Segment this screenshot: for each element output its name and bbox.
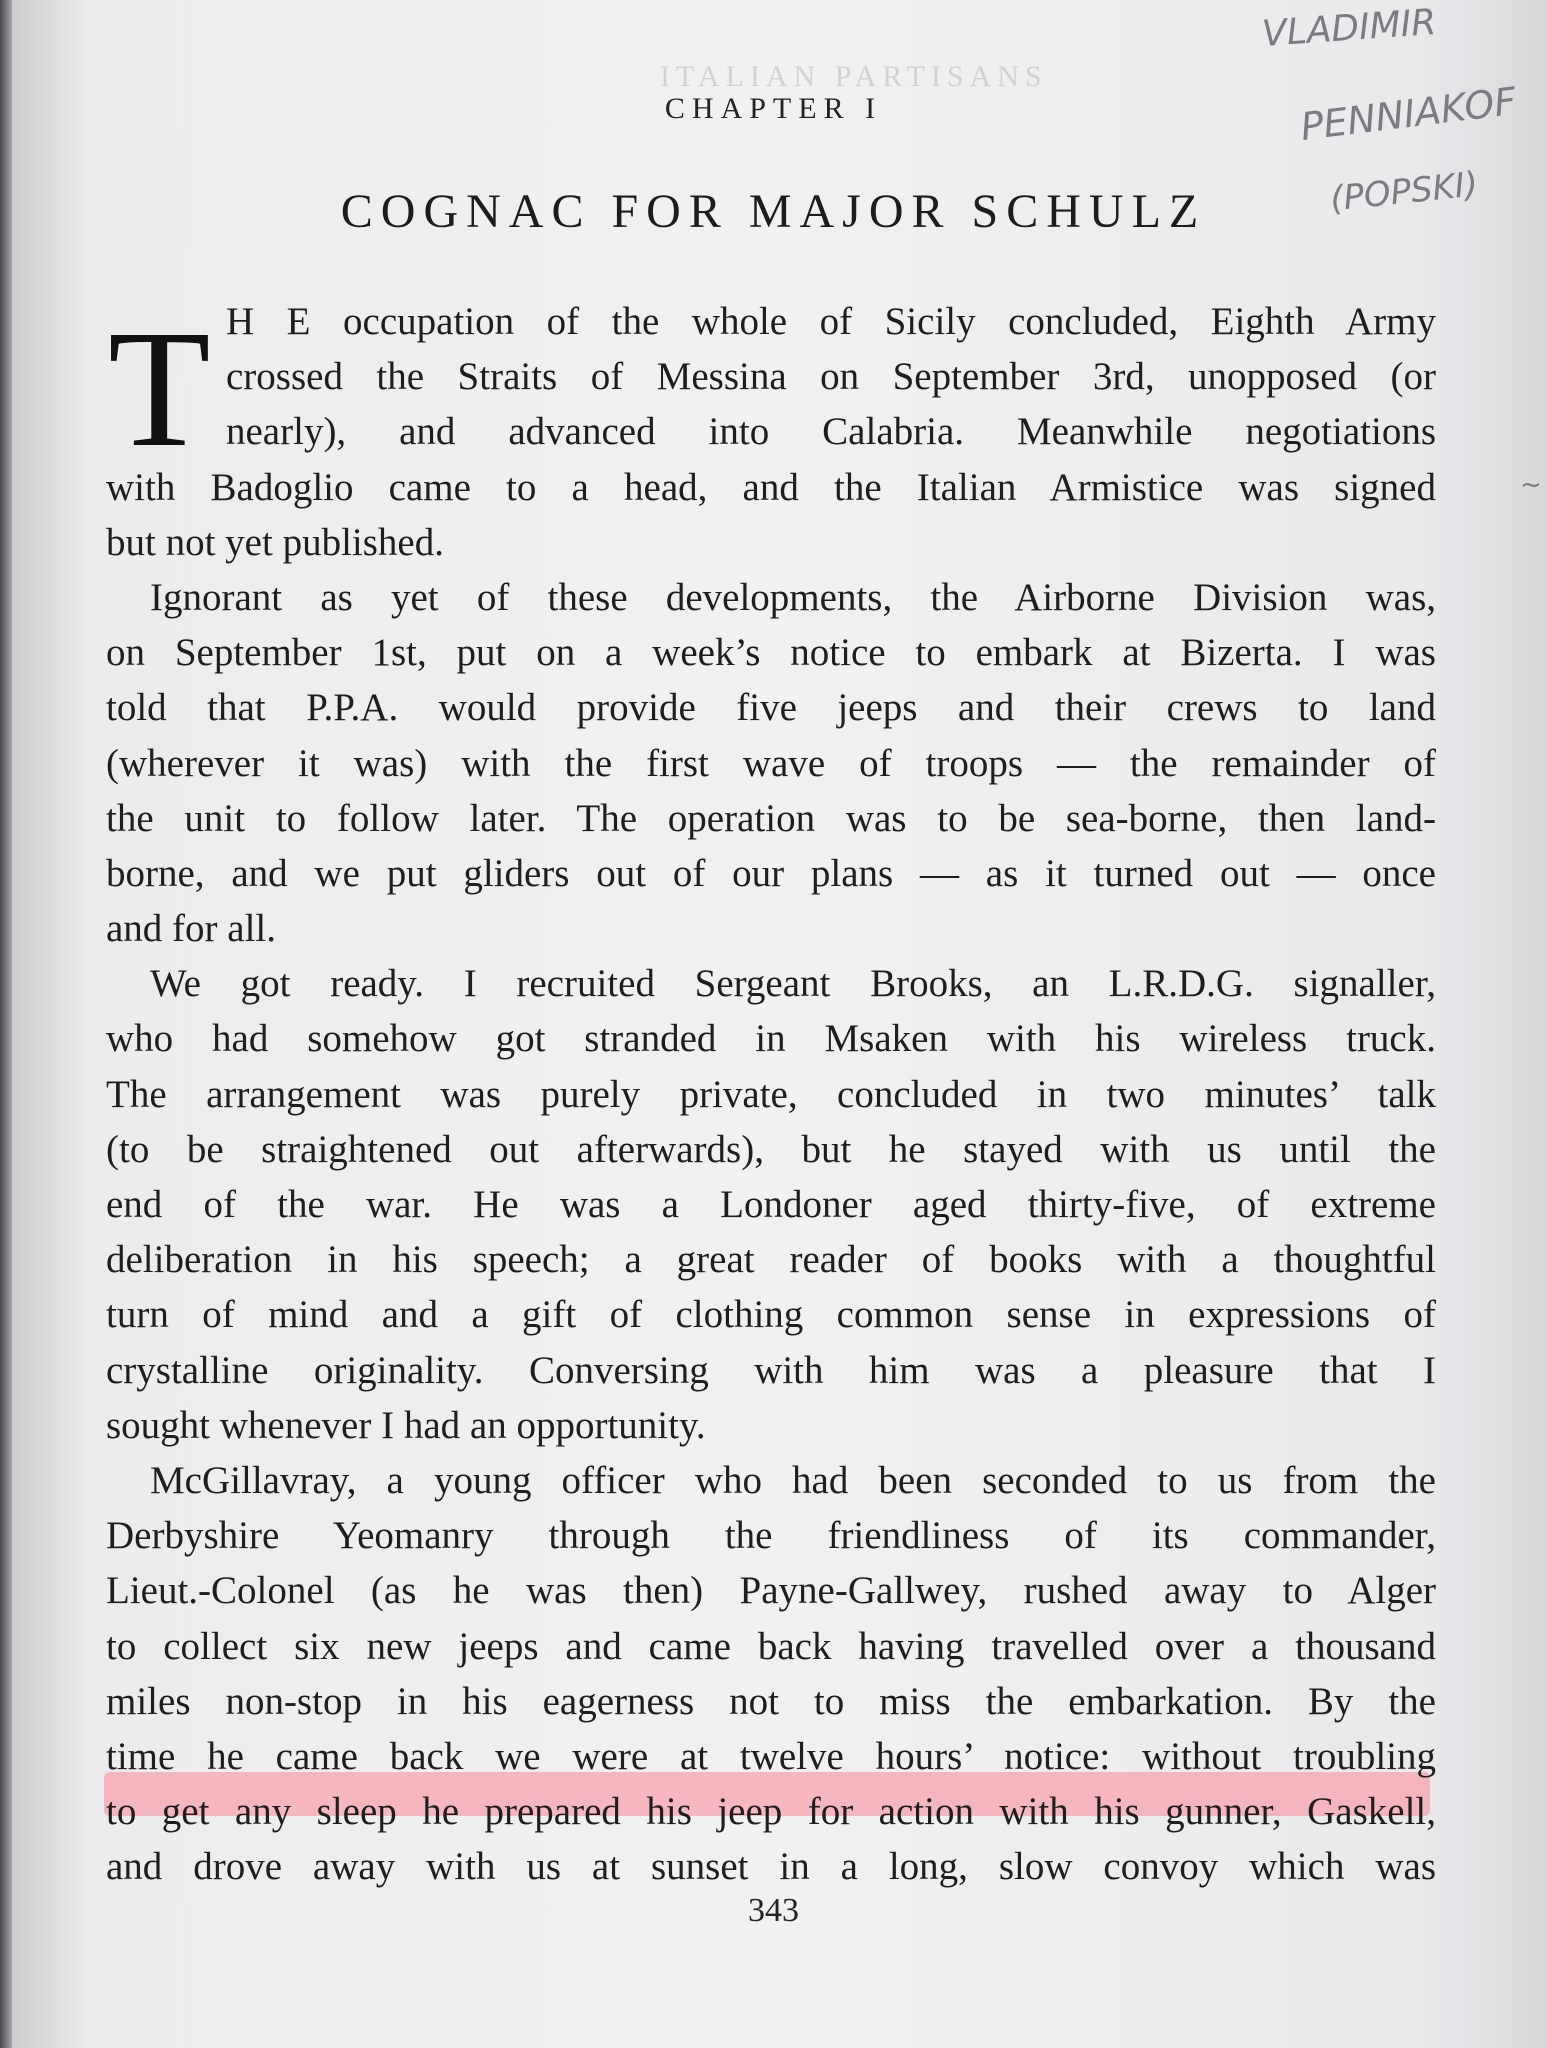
handwritten-note-line: (POPSKI) bbox=[1328, 164, 1480, 220]
text-line: told that P.P.A. would provide five jeeps and their crews to land bbox=[106, 686, 1436, 730]
book-spine-shadow bbox=[0, 0, 12, 2048]
text-line: nearly), and advanced into Calabria. Meanwhile negotiations bbox=[226, 410, 1436, 454]
bleed-through-heading: ITALIAN PARTISANS bbox=[660, 60, 1048, 93]
text-line: deliberation in his speech; a great reader of books with a thoughtful bbox=[106, 1238, 1436, 1282]
text-line: (to be straightened out afterwards), but he stayed with us until the bbox=[106, 1127, 1436, 1171]
text-line: Ignorant as yet of these developments, the Airborne Division was, bbox=[150, 575, 1436, 619]
text-line: miles non-stop in his eagerness not to miss the embarkation. By the bbox=[106, 1679, 1436, 1723]
page-number: 343 bbox=[748, 1892, 799, 1929]
text-line: Derbyshire Yeomanry through the friendliness of its commander, bbox=[106, 1514, 1436, 1558]
text-line: on September 1st, put on a week’s notice to embark at Bizerta. I was bbox=[106, 631, 1436, 675]
text-line: the unit to follow later. The operation was to be sea-borne, then land- bbox=[106, 796, 1436, 840]
text-line: but not yet published. bbox=[106, 520, 444, 564]
text-line: with Badoglio came to a head, and the Italian Armistice was signed bbox=[106, 465, 1436, 509]
text-line: borne, and we put gliders out of our plans — as it turned out — once bbox=[106, 851, 1436, 895]
text-line: end of the war. He was a Londoner aged thirty-five, of extreme bbox=[106, 1183, 1436, 1226]
highlighted-text-line: to get any sleep he prepared his jeep for action with his gunner, Gaskell, bbox=[106, 1790, 1436, 1834]
text-line: to collect six new jeeps and came back having travelled over a thousand bbox=[106, 1624, 1436, 1668]
handwritten-note-line: PENNIAKOF bbox=[1298, 78, 1519, 150]
text-line: and drove away with us at sunset in a long, slow convoy which was bbox=[106, 1845, 1436, 1889]
text-line: time he came back we were at twelve hours’ notice: without troubling bbox=[106, 1734, 1436, 1778]
text-line: We got ready. I recruited Sergeant Brooks, an L.R.D.G. signaller, bbox=[150, 962, 1436, 1006]
text-line: H E occupation of the whole of Sicily concluded, Eighth Army bbox=[226, 300, 1436, 343]
chapter-title: COGNAC FOR MAJOR SCHULZ bbox=[340, 185, 1207, 238]
text-line: crystalline originality. Conversing with him was a pleasure that I bbox=[106, 1348, 1436, 1392]
text-line: crossed the Straits of Messina on September 3rd, unopposed (or bbox=[226, 355, 1436, 399]
body-text bbox=[106, 294, 1436, 1894]
text-line: turn of mind and a gift of clothing common sense in expressions of bbox=[106, 1293, 1436, 1337]
text-line: McGillavray, a young officer who had been seconded to us from the bbox=[150, 1458, 1436, 1502]
text-line: The arrangement was purely private, concluded in two minutes’ talk bbox=[106, 1072, 1436, 1116]
text-line: sought whenever I had an opportunity. bbox=[106, 1403, 706, 1447]
chapter-label: CHAPTER I bbox=[664, 92, 883, 125]
margin-mark: ~ bbox=[1520, 470, 1542, 500]
text-line: who had somehow got stranded in Msaken with his wireless truck. bbox=[106, 1017, 1436, 1061]
drop-cap: T bbox=[108, 296, 211, 482]
handwritten-note-line: VLADIMIR bbox=[1260, 1, 1438, 56]
text-line: (wherever it was) with the first wave of troops — the remainder of bbox=[106, 741, 1436, 785]
text-line: and for all. bbox=[106, 907, 277, 951]
text-line: Lieut.-Colonel (as he was then) Payne-Gallwey, rushed away to Alger bbox=[106, 1569, 1436, 1613]
